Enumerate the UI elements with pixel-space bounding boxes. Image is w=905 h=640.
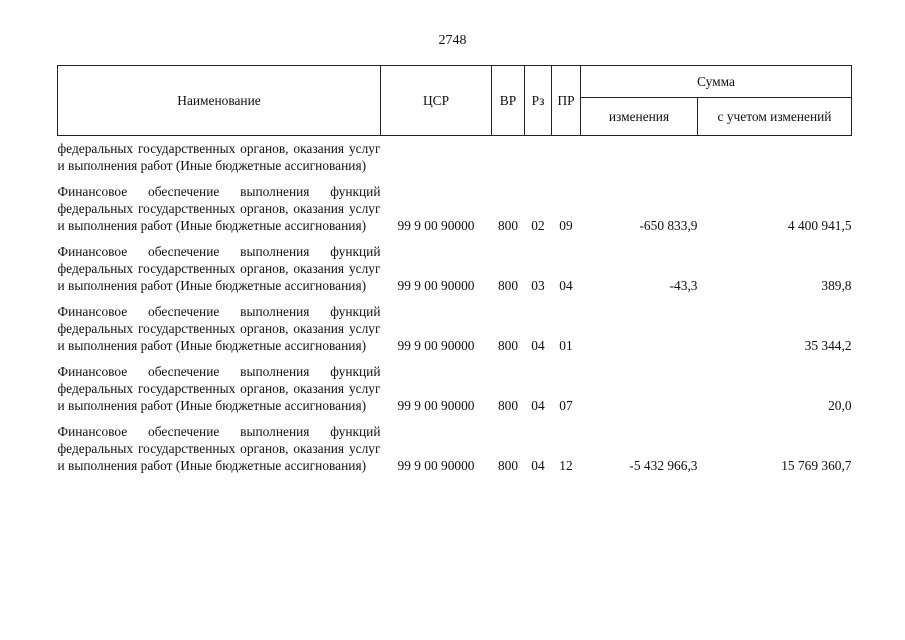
- row-pr: 04: [559, 278, 573, 293]
- page-number: 2748: [438, 33, 467, 48]
- row-change: -5 432 966,3: [629, 458, 698, 473]
- header-pr: ПР: [552, 66, 581, 136]
- table-body: [58, 136, 852, 475]
- table-header: [58, 66, 852, 136]
- row-rz: 04: [531, 398, 545, 413]
- row-rz: 02: [531, 218, 545, 233]
- row-vr: 800: [497, 398, 519, 413]
- row-vr: 800: [497, 338, 519, 353]
- row-change: [581, 136, 698, 175]
- row-change: [581, 354, 698, 414]
- row-total: 4 400 941,5: [787, 218, 852, 233]
- header-csr: ЦСР: [381, 66, 492, 136]
- row-total: 389,8: [821, 278, 852, 293]
- row-csr: 99 9 00 90000: [397, 458, 475, 473]
- table-row: [58, 354, 852, 414]
- row-change: -650 833,9: [639, 218, 698, 233]
- row-total: 20,0: [828, 398, 852, 413]
- row-total: 35 344,2: [804, 338, 852, 353]
- row-change: [581, 294, 698, 354]
- table-row: [58, 136, 852, 175]
- header-rz: Рз: [525, 66, 552, 136]
- row-name: Финансовое обеспечение выполнения функций федеральных государственных органов, оказания услуг и выполнения работ (Иные бюджетные ассигнования): [57, 424, 381, 473]
- row-vr: 800: [497, 278, 519, 293]
- header-sum: Сумма: [581, 66, 852, 98]
- row-csr: [381, 136, 492, 175]
- row-pr: 07: [559, 398, 573, 413]
- row-vr: 800: [497, 458, 519, 473]
- row-rz: 04: [531, 338, 545, 353]
- table-row: [58, 294, 852, 354]
- row-name: Финансовое обеспечение выполнения функций федеральных государственных органов, оказания услуг и выполнения работ (Иные бюджетные ассигнования): [57, 244, 381, 293]
- row-pr: 01: [559, 338, 573, 353]
- row-name: федеральных государственных органов, оказания услуг и выполнения работ (Иные бюджетные ассигнования): [57, 141, 381, 173]
- table-row: [58, 234, 852, 294]
- row-name: Финансовое обеспечение выполнения функций федеральных государственных органов, оказания услуг и выполнения работ (Иные бюджетные ассигнования): [57, 304, 381, 353]
- header-name: Наименование: [58, 66, 381, 136]
- row-pr: [552, 136, 581, 175]
- row-name: Финансовое обеспечение выполнения функций федеральных государственных органов, оказания услуг и выполнения работ (Иные бюджетные ассигнования): [57, 364, 381, 413]
- row-rz: 04: [531, 458, 545, 473]
- row-vr: 800: [497, 218, 519, 233]
- row-name: Финансовое обеспечение выполнения функций федеральных государственных органов, оказания услуг и выполнения работ (Иные бюджетные ассигнования): [57, 184, 381, 233]
- row-total: [698, 136, 852, 175]
- row-pr: 09: [559, 218, 573, 233]
- row-vr: [492, 136, 525, 175]
- row-csr: 99 9 00 90000: [397, 218, 475, 233]
- row-pr: 12: [559, 458, 573, 473]
- header-vr: ВР: [492, 66, 525, 136]
- row-csr: 99 9 00 90000: [397, 278, 475, 293]
- row-csr: 99 9 00 90000: [397, 398, 475, 413]
- table-row: [58, 414, 852, 474]
- budget-table: [57, 65, 852, 474]
- row-change: -43,3: [669, 278, 698, 293]
- row-rz: 03: [531, 278, 545, 293]
- table-row: [58, 174, 852, 234]
- row-rz: [525, 136, 552, 175]
- header-with-change: с учетом изменений: [698, 98, 852, 136]
- row-total: 15 769 360,7: [781, 458, 852, 473]
- header-change: изменения: [581, 98, 698, 136]
- row-csr: 99 9 00 90000: [397, 338, 475, 353]
